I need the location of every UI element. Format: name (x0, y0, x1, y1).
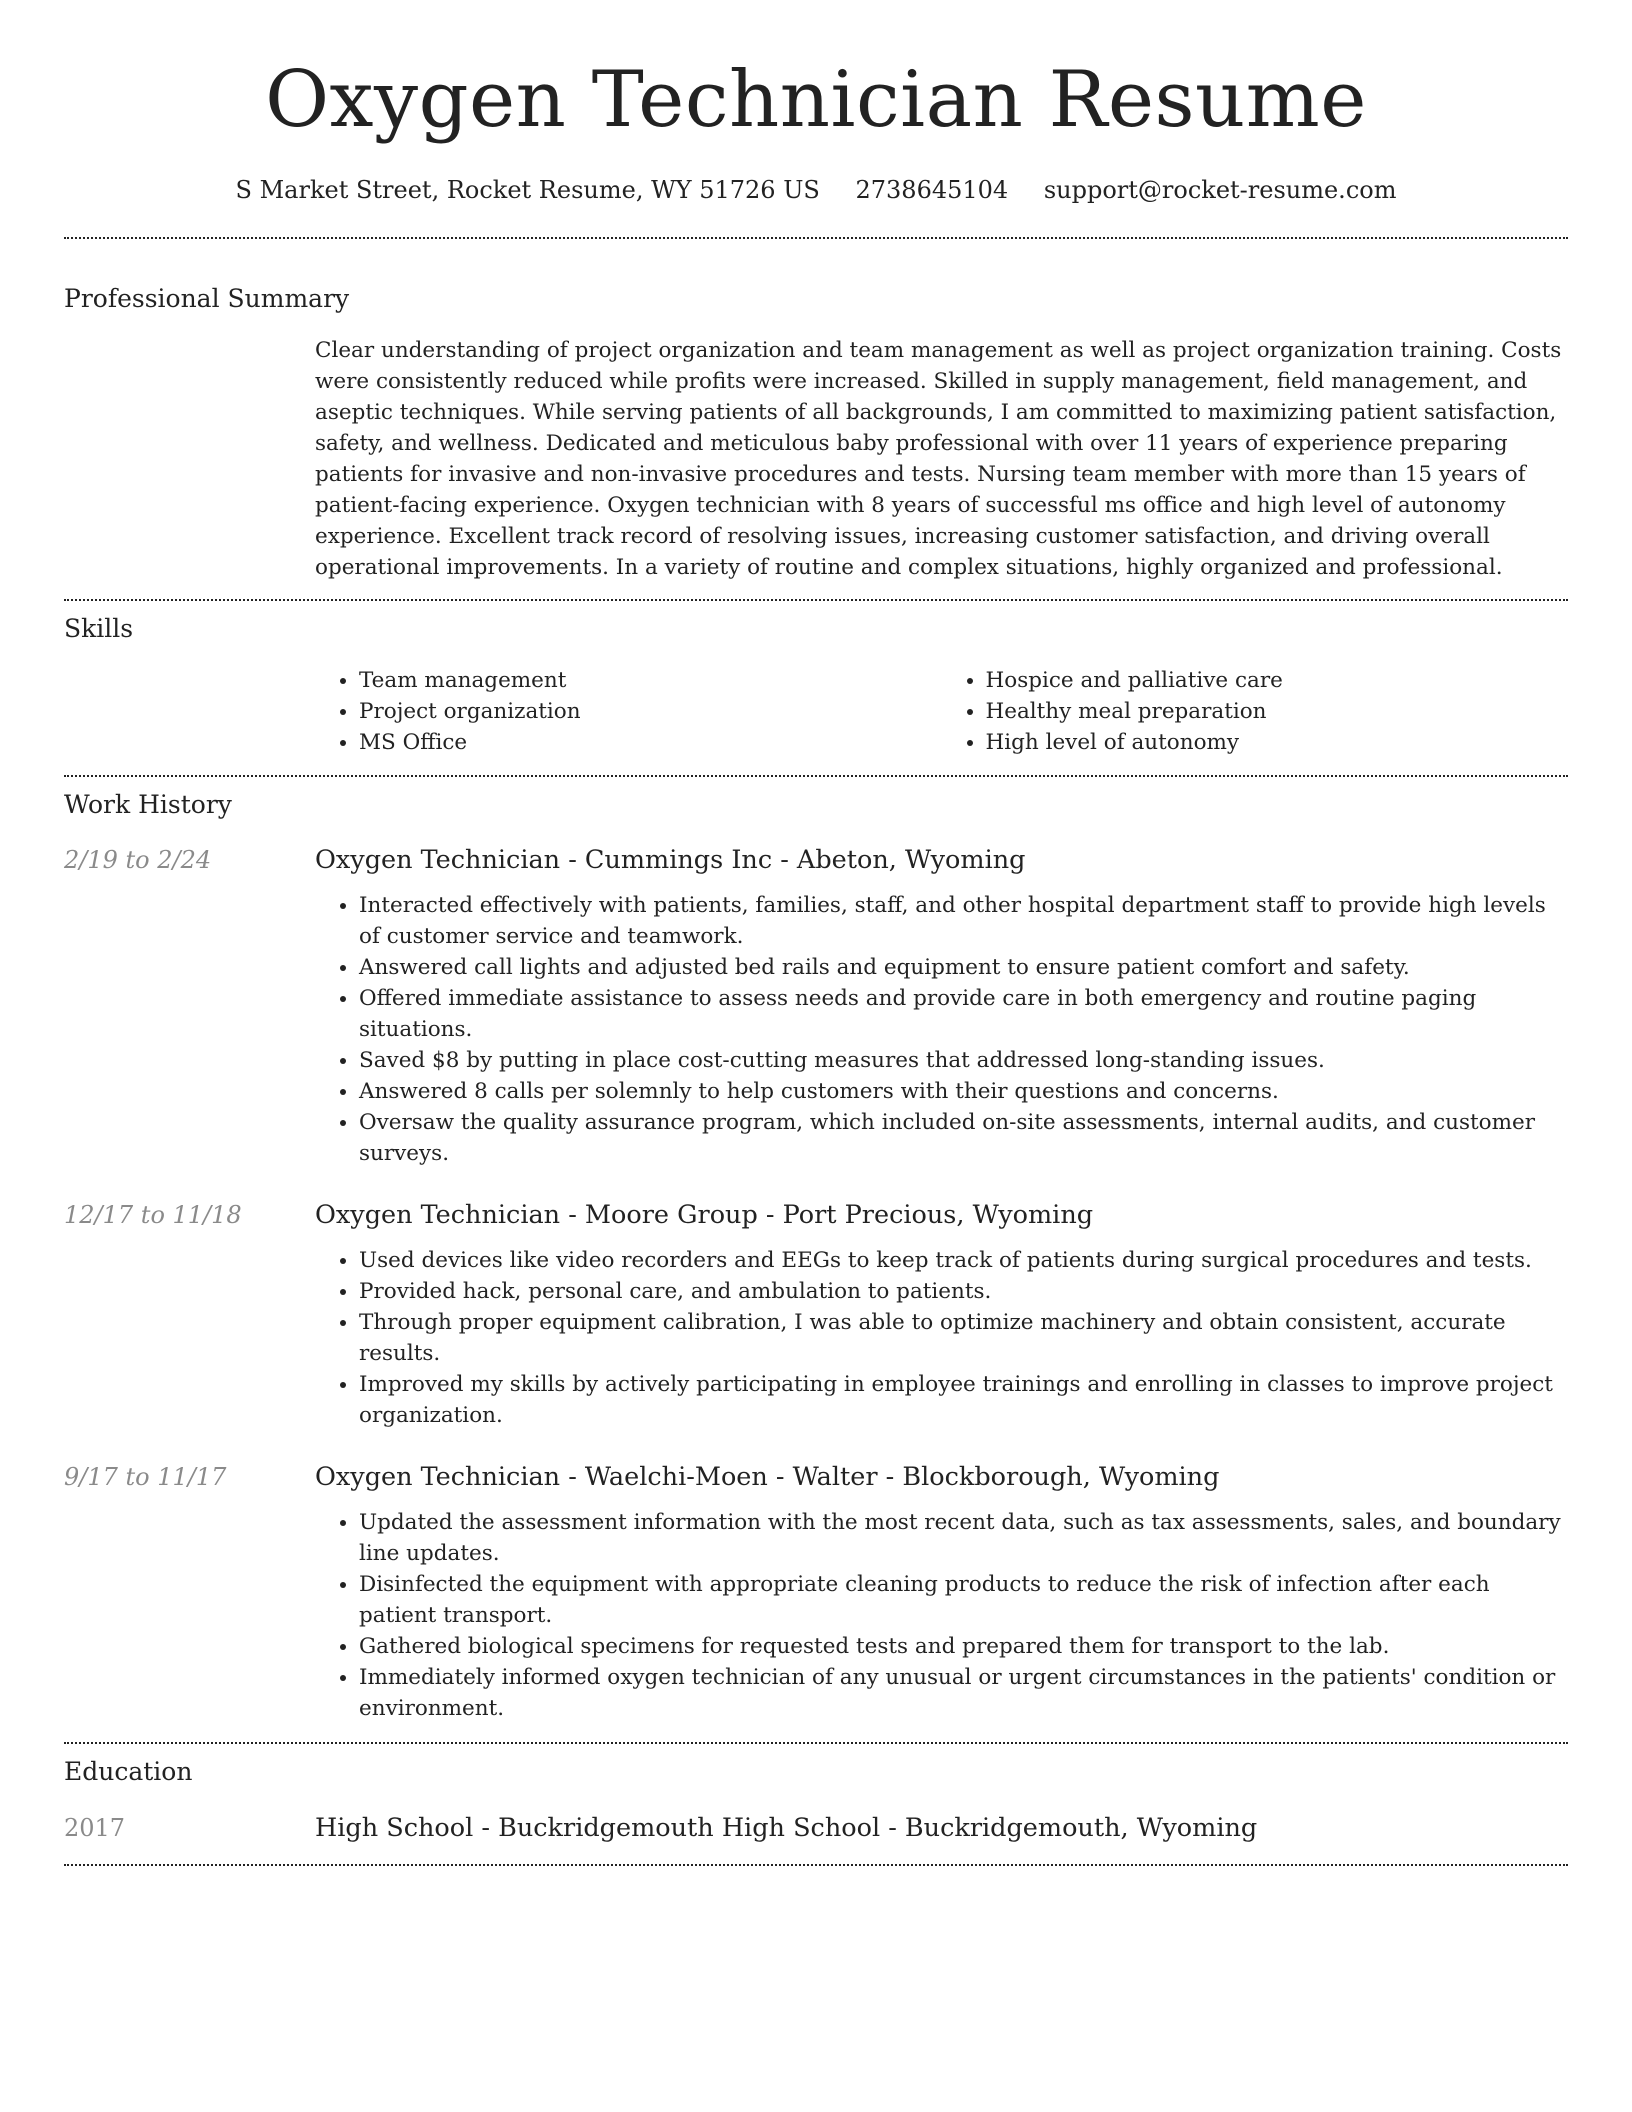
job-bullet: • Gathered biological specimens for requested tests and prepared them for transport to the lab. (359, 1631, 1568, 1662)
education-section (64, 1744, 1568, 1845)
summary-heading: Professional Summary (64, 284, 350, 313)
skill-item: • Hospice and palliative care (986, 665, 1569, 696)
education-entry (64, 1811, 1568, 1845)
job-bullet: • Used devices like video recorders and EEGs to keep track of patients during surgical procedures and tests. (359, 1245, 1568, 1276)
job-date: 2/19 to 2/24 (64, 846, 212, 874)
contact-address: S Market Street, Rocket Resume, WY 51726 US (235, 176, 820, 204)
job-bullet: • Interacted effectively with patients, families, staff, and other hospital department staff to provide high levels of customer service and teamwork. (359, 890, 1568, 952)
skill-item: • Project organization (359, 696, 942, 727)
education-heading-line: High School - Buckridgemouth High School - Buckridgemouth, Wyoming (315, 1813, 1258, 1843)
job-bullet: • Updated the assessment information with the most recent data, such as tax assessments, sales, and boundary line updates. (359, 1507, 1568, 1569)
job-bullet: • Saved $8 by putting in place cost-cutting measures that addressed long-standing issues. (359, 1045, 1568, 1076)
divider (64, 1864, 1568, 1866)
skills-heading: Skills (64, 614, 134, 643)
work-section (64, 777, 1568, 1724)
job-heading: Oxygen Technician - Waelchi-Moen - Walter - Blockborough, Wyoming (315, 1462, 1220, 1492)
job-bullet: • Offered immediate assistance to assess needs and provide care in both emergency and routine paging situations. (359, 983, 1568, 1045)
job-entry (64, 1198, 1568, 1431)
job-bullet: • Disinfected the equipment with appropriate cleaning products to reduce the risk of infection after each patient transport. (359, 1569, 1568, 1631)
skill-item: • Healthy meal preparation (986, 696, 1569, 727)
job-entry (64, 843, 1568, 1169)
job-bullet: • Provided hack, personal care, and ambulation to patients. (359, 1276, 1568, 1307)
job-bullets (315, 890, 1568, 1169)
job-bullets (315, 1507, 1568, 1724)
job-heading: Oxygen Technician - Cummings Inc - Abeton, Wyoming (315, 845, 1026, 875)
job-bullet: • Through proper equipment calibration, I was able to optimize machinery and obtain consistent, accurate results. (359, 1307, 1568, 1369)
skill-item: • Team management (359, 665, 942, 696)
skills-list-left (315, 665, 942, 758)
job-heading: Oxygen Technician - Moore Group - Port Precious, Wyoming (315, 1200, 1094, 1230)
resume-header (64, 0, 1568, 206)
summary-section (64, 239, 1568, 583)
resume-title: Oxygen Technician Resume (265, 55, 1367, 145)
contact-line (64, 174, 1568, 206)
skills-list-right (942, 665, 1569, 758)
job-bullet: • Oversaw the quality assurance program, which included on-site assessments, internal audits, and customer surveys. (359, 1107, 1568, 1169)
job-bullet: • Improved my skills by actively participating in employee trainings and enrolling in classes to improve project organization. (359, 1369, 1568, 1431)
skill-item: • High level of autonomy (986, 727, 1569, 758)
job-bullets (315, 1245, 1568, 1431)
summary-body (315, 335, 1568, 583)
contact-phone: 2738645104 (855, 176, 1009, 204)
skills-section (64, 601, 1568, 758)
education-heading: Education (64, 1757, 193, 1786)
skills-grid (315, 665, 1568, 758)
skill-item: • MS Office (359, 727, 942, 758)
job-bullet: • Answered 8 calls per solemnly to help customers with their questions and concerns. (359, 1076, 1568, 1107)
education-date: 2017 (64, 1814, 126, 1842)
job-date: 12/17 to 11/18 (64, 1201, 242, 1229)
job-date: 9/17 to 11/17 (64, 1463, 227, 1491)
job-bullet: • Answered call lights and adjusted bed rails and equipment to ensure patient comfort and safety. (359, 952, 1568, 983)
job-bullet: • Immediately informed oxygen technician of any unusual or urgent circumstances in the patients' condition or environment. (359, 1662, 1568, 1724)
contact-email: support@rocket-resume.com (1043, 176, 1397, 204)
summary-text: Clear understanding of project organization and team management as well as project organization training. Costs were consistently reduced while profits were increased. Skilled in supply management, field management, and aseptic techniques. While serving patients of all backgrounds, I am committed to maximizing patient satisfaction, safety, and wellness. Dedicated and meticulous baby professional with over 11 years of experience preparing patients for invasive and non-invasive procedures and tests. Nursing team member with more than 15 years of patient-facing experience. Oxygen technician with 8 years of successful ms office and high level of autonomy experience. Excellent track record of resolving issues, increasing customer satisfaction, and driving overall operational improvements. In a variety of routine and complex situations, highly organized and professional. (315, 338, 1562, 580)
job-entry (64, 1460, 1568, 1724)
work-heading: Work History (64, 790, 232, 819)
